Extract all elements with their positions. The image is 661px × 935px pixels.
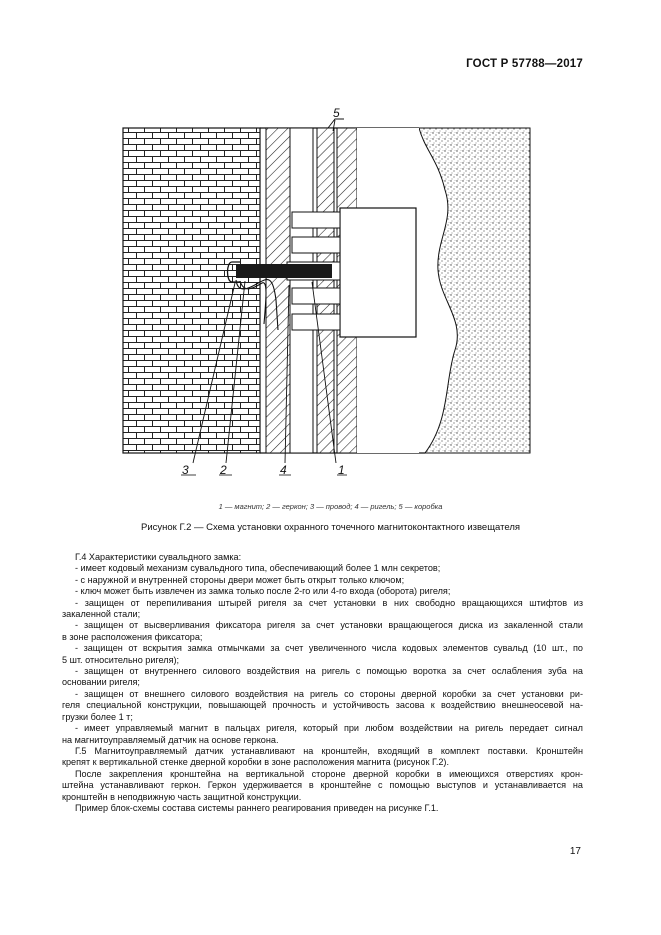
paragraph-line: - защищен от перепиливания штырей ригеля за счет установки в них свободно вращающихся штифтов из <box>75 597 583 608</box>
callout-2: 2 <box>220 463 227 477</box>
paragraph-line: геля специальной конструкции, повышающей прочность и устойчивость засова к воздействию внешнеосевой на- <box>62 700 583 711</box>
callout-5: 5 <box>333 106 340 120</box>
bolt-finger <box>292 314 340 330</box>
concrete-fill <box>419 128 530 453</box>
bolt-finger <box>292 288 340 304</box>
paragraph-line: - имеет управляемый магнит в пальцах ригеля, который при любом воздействии на ригель передает сигнал <box>75 723 583 734</box>
paragraph-line: закаленной стали; <box>62 609 141 620</box>
magnet <box>236 264 332 278</box>
callout-1: 1 <box>338 463 345 477</box>
paragraph-line: - защищен от внутреннего силового воздействия на ригель с помощью воротка за счет ослабления зуба на <box>75 666 583 677</box>
figure-caption: Рисунок Г.2 — Схема установки охранного точечного магнитоконтактного извещателя <box>140 522 521 533</box>
paragraph-line: основании ригеля; <box>62 677 140 688</box>
lock-housing <box>340 208 416 337</box>
document-header: ГОСТ Р 57788—2017 <box>466 58 583 70</box>
page-number: 17 <box>569 846 581 857</box>
paragraph-line: После закрепления кронштейна на вертикальной стороне дверной коробки в имеющихся отверстиях крон- <box>75 768 583 779</box>
paragraph-line: - защищен от внешнего силового воздействия на ригель со стороны дверной коробки за счет установки ри- <box>75 688 583 699</box>
callout-3: 3 <box>182 463 189 477</box>
paragraph-line: - имеет кодовый механизм сувальдного типа, обеспечивающий более 1 млн секретов; <box>75 563 441 574</box>
brick-wall <box>123 128 260 453</box>
paragraph-line: - защищен от высверливания фиксатора ригеля за счет установки вращающегося диска из закаленной стали <box>75 620 583 631</box>
paragraph-line: 5 шт. относительно ригеля); <box>62 654 180 665</box>
bolt-finger <box>292 237 340 253</box>
paragraph-line: крепят к вертикальной стенке дверной коробки в зоне расположения магнита (рисунок Г.2). <box>62 757 449 768</box>
paragraph-line: грузки более 1 т; <box>62 711 133 722</box>
body-text <box>62 552 583 814</box>
paragraph-line: штейна устанавливают геркон. Геркон удерживается в кронштейне с помощью выступов и устанавливается на <box>62 780 583 791</box>
paragraph-line: кронштейн в неподвижную часть защитной конструкции. <box>62 791 302 802</box>
paragraph-line: - защищен от вскрытия замка отмычками за счет увеличенного числа кодовых элементов сувальд (10 шт., по <box>75 643 583 654</box>
bolt-finger <box>292 212 340 228</box>
paragraph-line: Г.4 Характеристики сувальдного замка: <box>75 552 242 562</box>
paragraph-line: на магнитоуправляемый датчик на основе геркона. <box>62 734 279 745</box>
callout-4: 4 <box>280 463 287 477</box>
paragraph-line: Пример блок-схемы состава системы раннего реагирования приведен на рисунке Г.1. <box>75 802 439 813</box>
paragraph-line: Г.5 Магнитоуправляемый датчик устанавливают на кронштейн, входящий в комплект поставки. Кронштейн <box>75 745 583 756</box>
paragraph-line: - с наружной и внутренней стороны двери может быть открыт только ключом; <box>75 574 405 585</box>
paragraph-line: - ключ может быть извлечен из замка только после 2-го или 4-го входа (оборота) ригеля; <box>75 586 451 597</box>
figure-legend: 1 — магнит; 2 — геркон; 3 — провод; 4 — ригель; 5 — коробка <box>218 502 443 511</box>
paragraph-line: в зоне расположения фиксатора; <box>62 631 203 642</box>
